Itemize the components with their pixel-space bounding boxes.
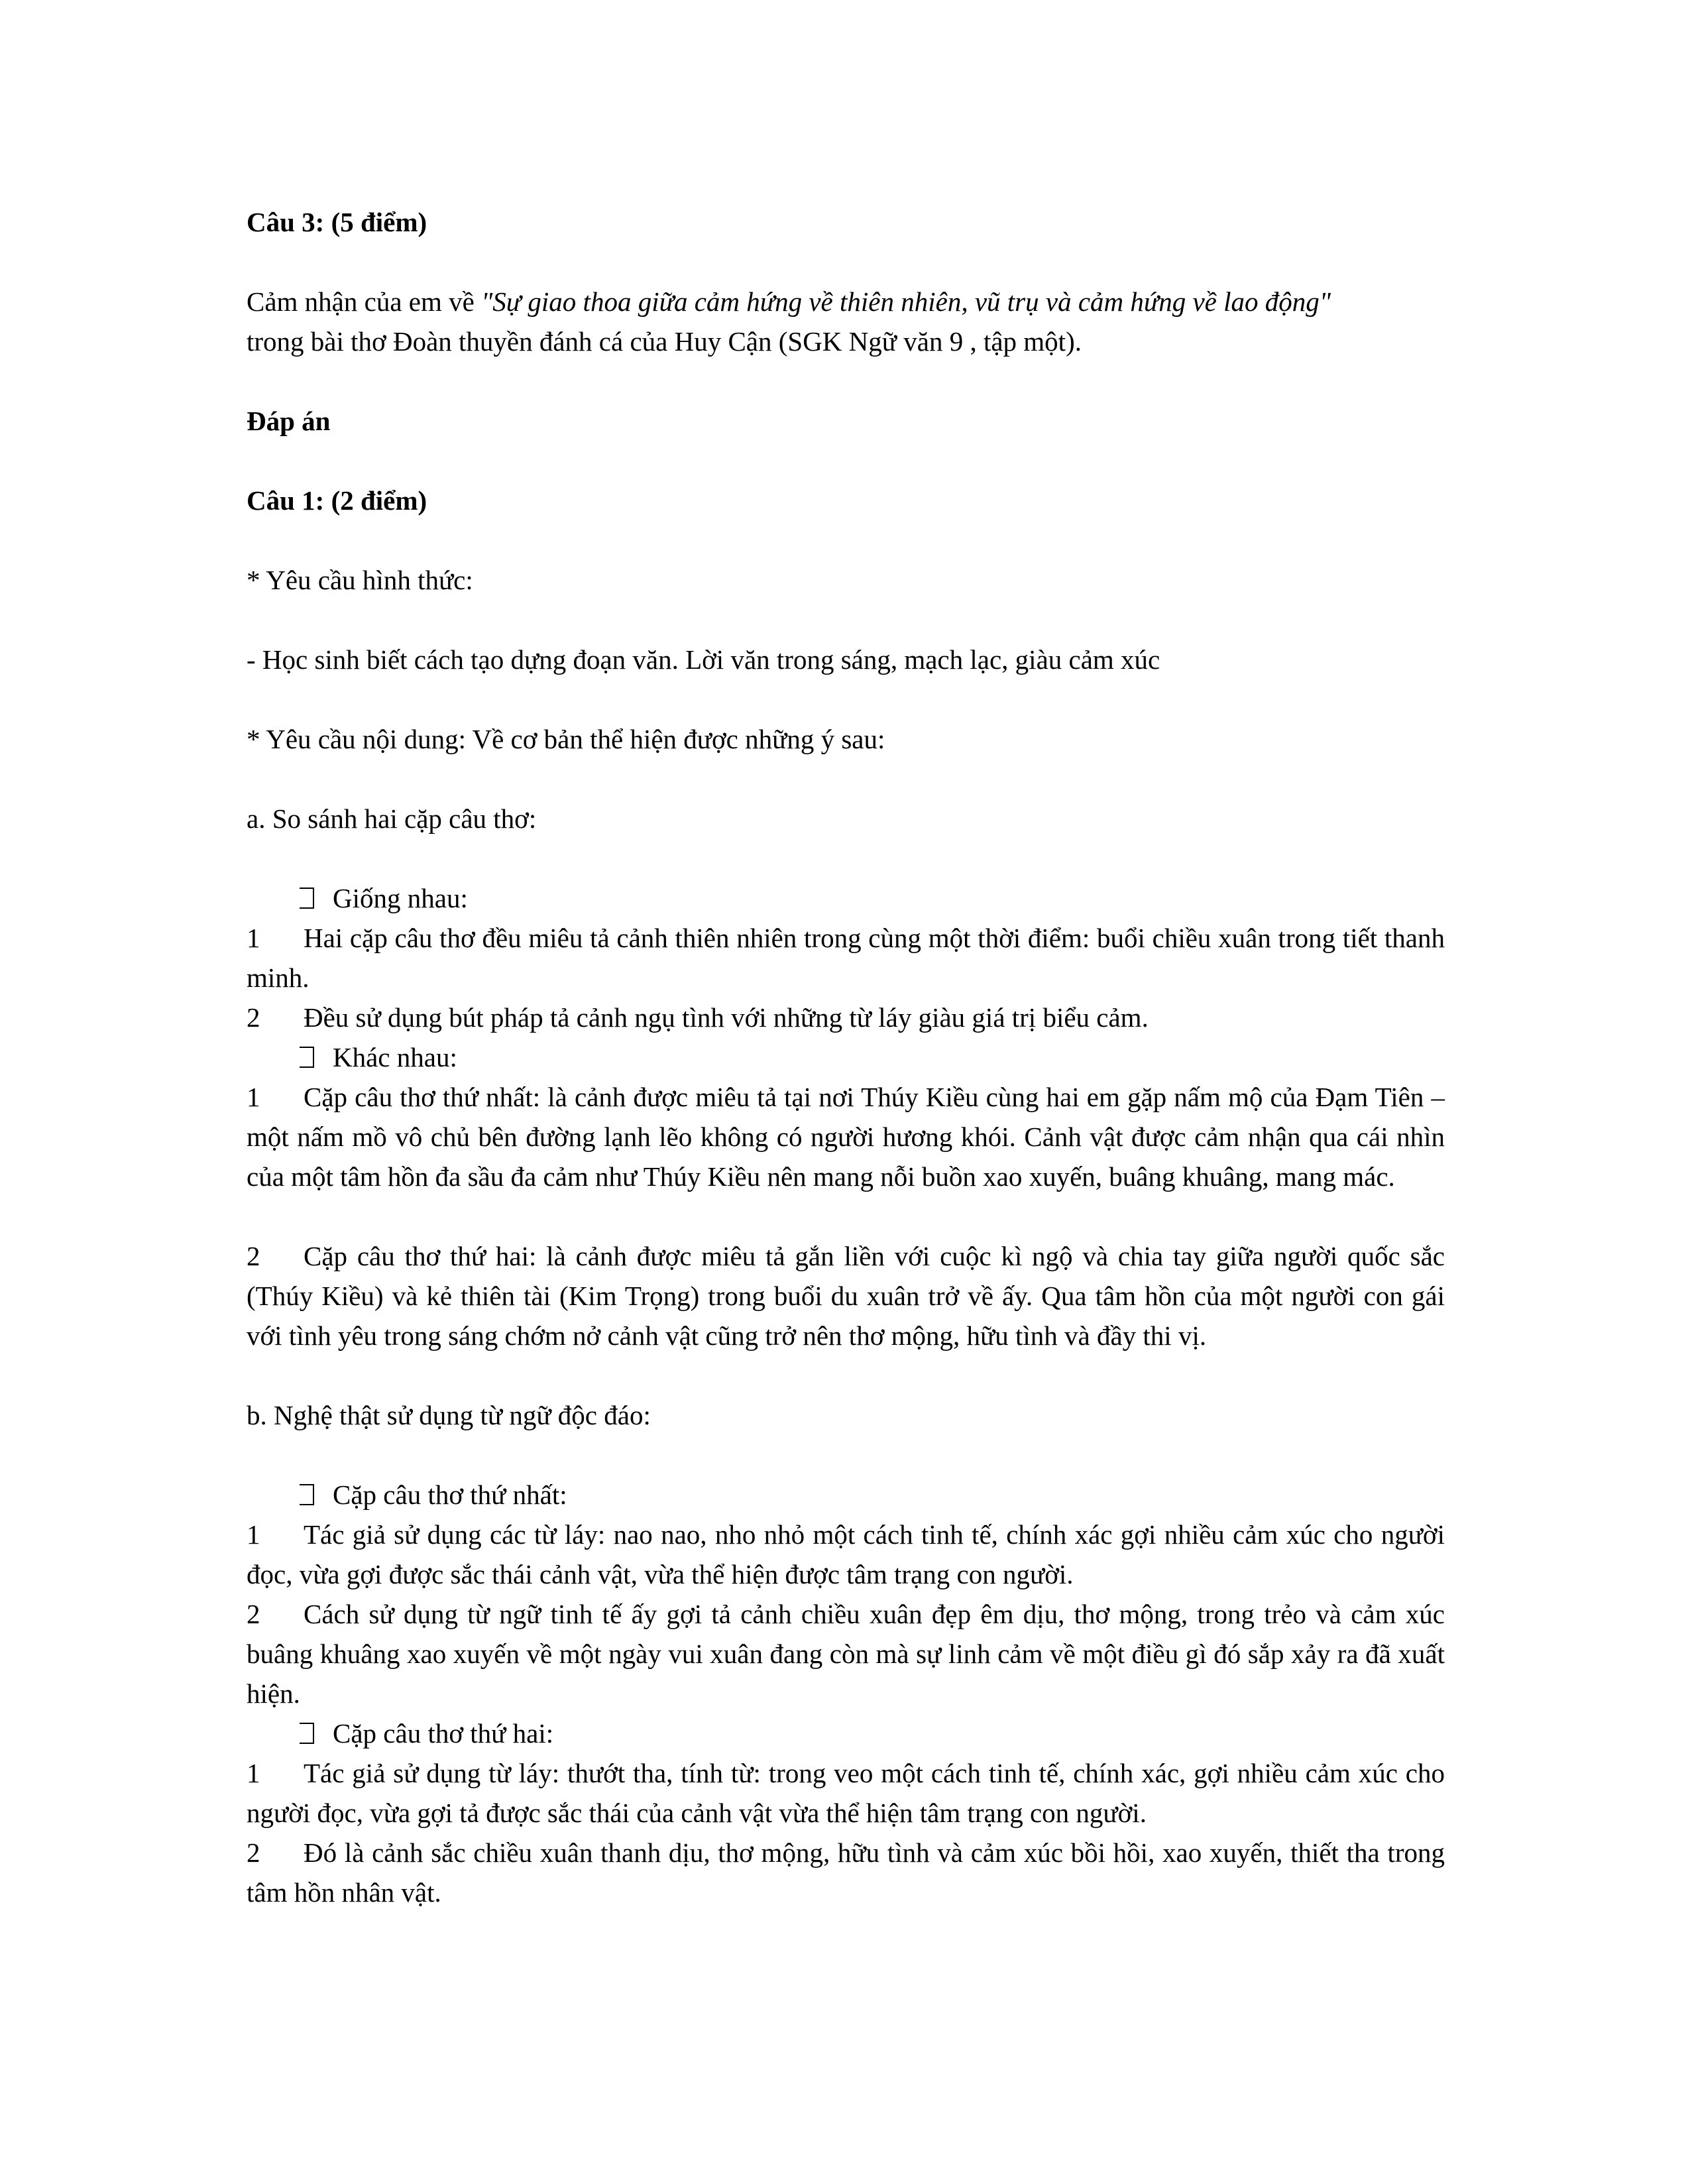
list-item bbox=[247, 1753, 1445, 1833]
second-pair-bullet bbox=[300, 1713, 553, 1753]
item-text: Tác giả sử dụng các từ láy: nao nao, nho nhỏ một cách tinh tế, chính xác gợi nhiều cảm xúc cho người đọc, vừa gợi được sắc thái cảnh vật, vừa thể hiện được tâm trạng con người. bbox=[247, 1519, 1445, 1589]
similar-label: Giống nhau: bbox=[333, 883, 468, 913]
checkbox-glyph-icon bbox=[300, 1484, 314, 1505]
form-requirement: * Yêu cầu hình thức: bbox=[247, 565, 473, 595]
different-label: Khác nhau: bbox=[333, 1042, 457, 1072]
answer-heading: Đáp án bbox=[247, 406, 331, 436]
item-text: Cách sử dụng từ ngữ tinh tế ấy gợi tả cảnh chiều xuân đẹp êm dịu, thơ mộng, trong trẻo và cảm xúc buâng khuâng xao xuyến về một ngày vui xuân đang còn mà sự linh cảm về một điều gì đó sắp xảy ra đã xuất hiện. bbox=[247, 1599, 1445, 1709]
prompt-end: trong bài thơ Đoàn thuyền đánh cá của Huy Cận (SGK Ngữ văn 9 , tập một). bbox=[247, 326, 1082, 357]
item-number: 2 bbox=[247, 1241, 260, 1271]
item-number: 2 bbox=[247, 1837, 260, 1868]
list-item bbox=[247, 1236, 1445, 1355]
item-text: Đều sử dụng bút pháp tả cảnh ngụ tình với những từ láy giàu giá trị biểu cảm. bbox=[304, 1002, 1149, 1033]
list-item bbox=[247, 998, 1445, 1037]
list-item bbox=[247, 1515, 1445, 1594]
form-requirement-line: - Học sinh biết cách tạo dựng đoạn văn. Lời văn trong sáng, mạch lạc, giàu cảm xúc bbox=[247, 644, 1160, 675]
part-b-title: b. Nghệ thật sử dụng từ ngữ độc đáo: bbox=[247, 1400, 651, 1430]
item-number: 2 bbox=[247, 1599, 260, 1629]
list-item bbox=[247, 1077, 1445, 1196]
checkbox-glyph-icon bbox=[300, 1723, 314, 1744]
item-text: Cặp câu thơ thứ hai: là cảnh được miêu tả gắn liền với cuộc kì ngộ và chia tay giữa người quốc sắc (Thúy Kiều) và kẻ thiên tài (Kim Trọng) trong buổi du xuân trở về ấy. Qua tâm hồn của một người con gái với tình yêu trong sáng chớm nở cảnh vật cũng trở nên thơ mộng, hữu tình và đầy thi vị. bbox=[247, 1241, 1445, 1351]
prompt-quote: "Sự giao thoa giữa cảm hứng về thiên nhiên, vũ trụ và cảm hứng về lao động" bbox=[481, 286, 1331, 317]
part-a-title: a. So sánh hai cặp câu thơ: bbox=[247, 803, 537, 834]
item-number: 2 bbox=[247, 1002, 260, 1033]
prompt-start: Cảm nhận của em về bbox=[247, 286, 482, 317]
item-text: Tác giả sử dụng từ láy: thướt tha, tính từ: trong veo một cách tinh tế, chính xác, gợi nhiều cảm xúc cho người đọc, vừa gợi tả được sắc thái của cảnh vật vừa thể hiện tâm trạng con người. bbox=[247, 1758, 1445, 1828]
item-text: Hai cặp câu thơ đều miêu tả cảnh thiên nhiên trong cùng một thời điểm: buổi chiều xuân trong tiết thanh minh. bbox=[247, 923, 1445, 993]
item-number: 1 bbox=[247, 1758, 260, 1788]
item-number: 1 bbox=[247, 923, 260, 953]
item-number: 1 bbox=[247, 1519, 260, 1550]
question-3-heading: Câu 3: (5 điểm) bbox=[247, 207, 427, 237]
question-3-prompt bbox=[247, 282, 1445, 361]
second-pair-label: Cặp câu thơ thứ hai: bbox=[333, 1718, 554, 1749]
item-text: Đó là cảnh sắc chiều xuân thanh dịu, thơ mộng, hữu tình và cảm xúc bồi hồi, xao xuyến, thiết tha trong tâm hồn nhân vật. bbox=[247, 1837, 1445, 1908]
answer-question-1-heading: Câu 1: (2 điểm) bbox=[247, 485, 427, 516]
checkbox-glyph-icon bbox=[300, 1047, 314, 1068]
item-text: Cặp câu thơ thứ nhất: là cảnh được miêu tả tại nơi Thúy Kiều cùng hai em gặp nấm mộ của Đạm Tiên – một nấm mồ vô chủ bên đường lạnh lẽo không có người hương khói. Cảnh vật được cảm nhận qua cái nhìn của một tâm hồn đa sầu đa cảm như Thúy Kiều nên mang nỗi buồn xao xuyến, buâng khuâng, mang mác. bbox=[247, 1082, 1445, 1192]
different-bullet bbox=[300, 1037, 457, 1077]
list-item bbox=[247, 1594, 1445, 1713]
first-pair-label: Cặp câu thơ thứ nhất: bbox=[333, 1479, 567, 1510]
list-item bbox=[247, 918, 1445, 998]
content-requirement: * Yêu cầu nội dung: Về cơ bản thể hiện được những ý sau: bbox=[247, 724, 885, 754]
similar-bullet bbox=[300, 878, 468, 918]
list-item bbox=[247, 1833, 1445, 1912]
checkbox-glyph-icon bbox=[300, 888, 314, 909]
item-number: 1 bbox=[247, 1082, 260, 1112]
first-pair-bullet bbox=[300, 1475, 567, 1515]
